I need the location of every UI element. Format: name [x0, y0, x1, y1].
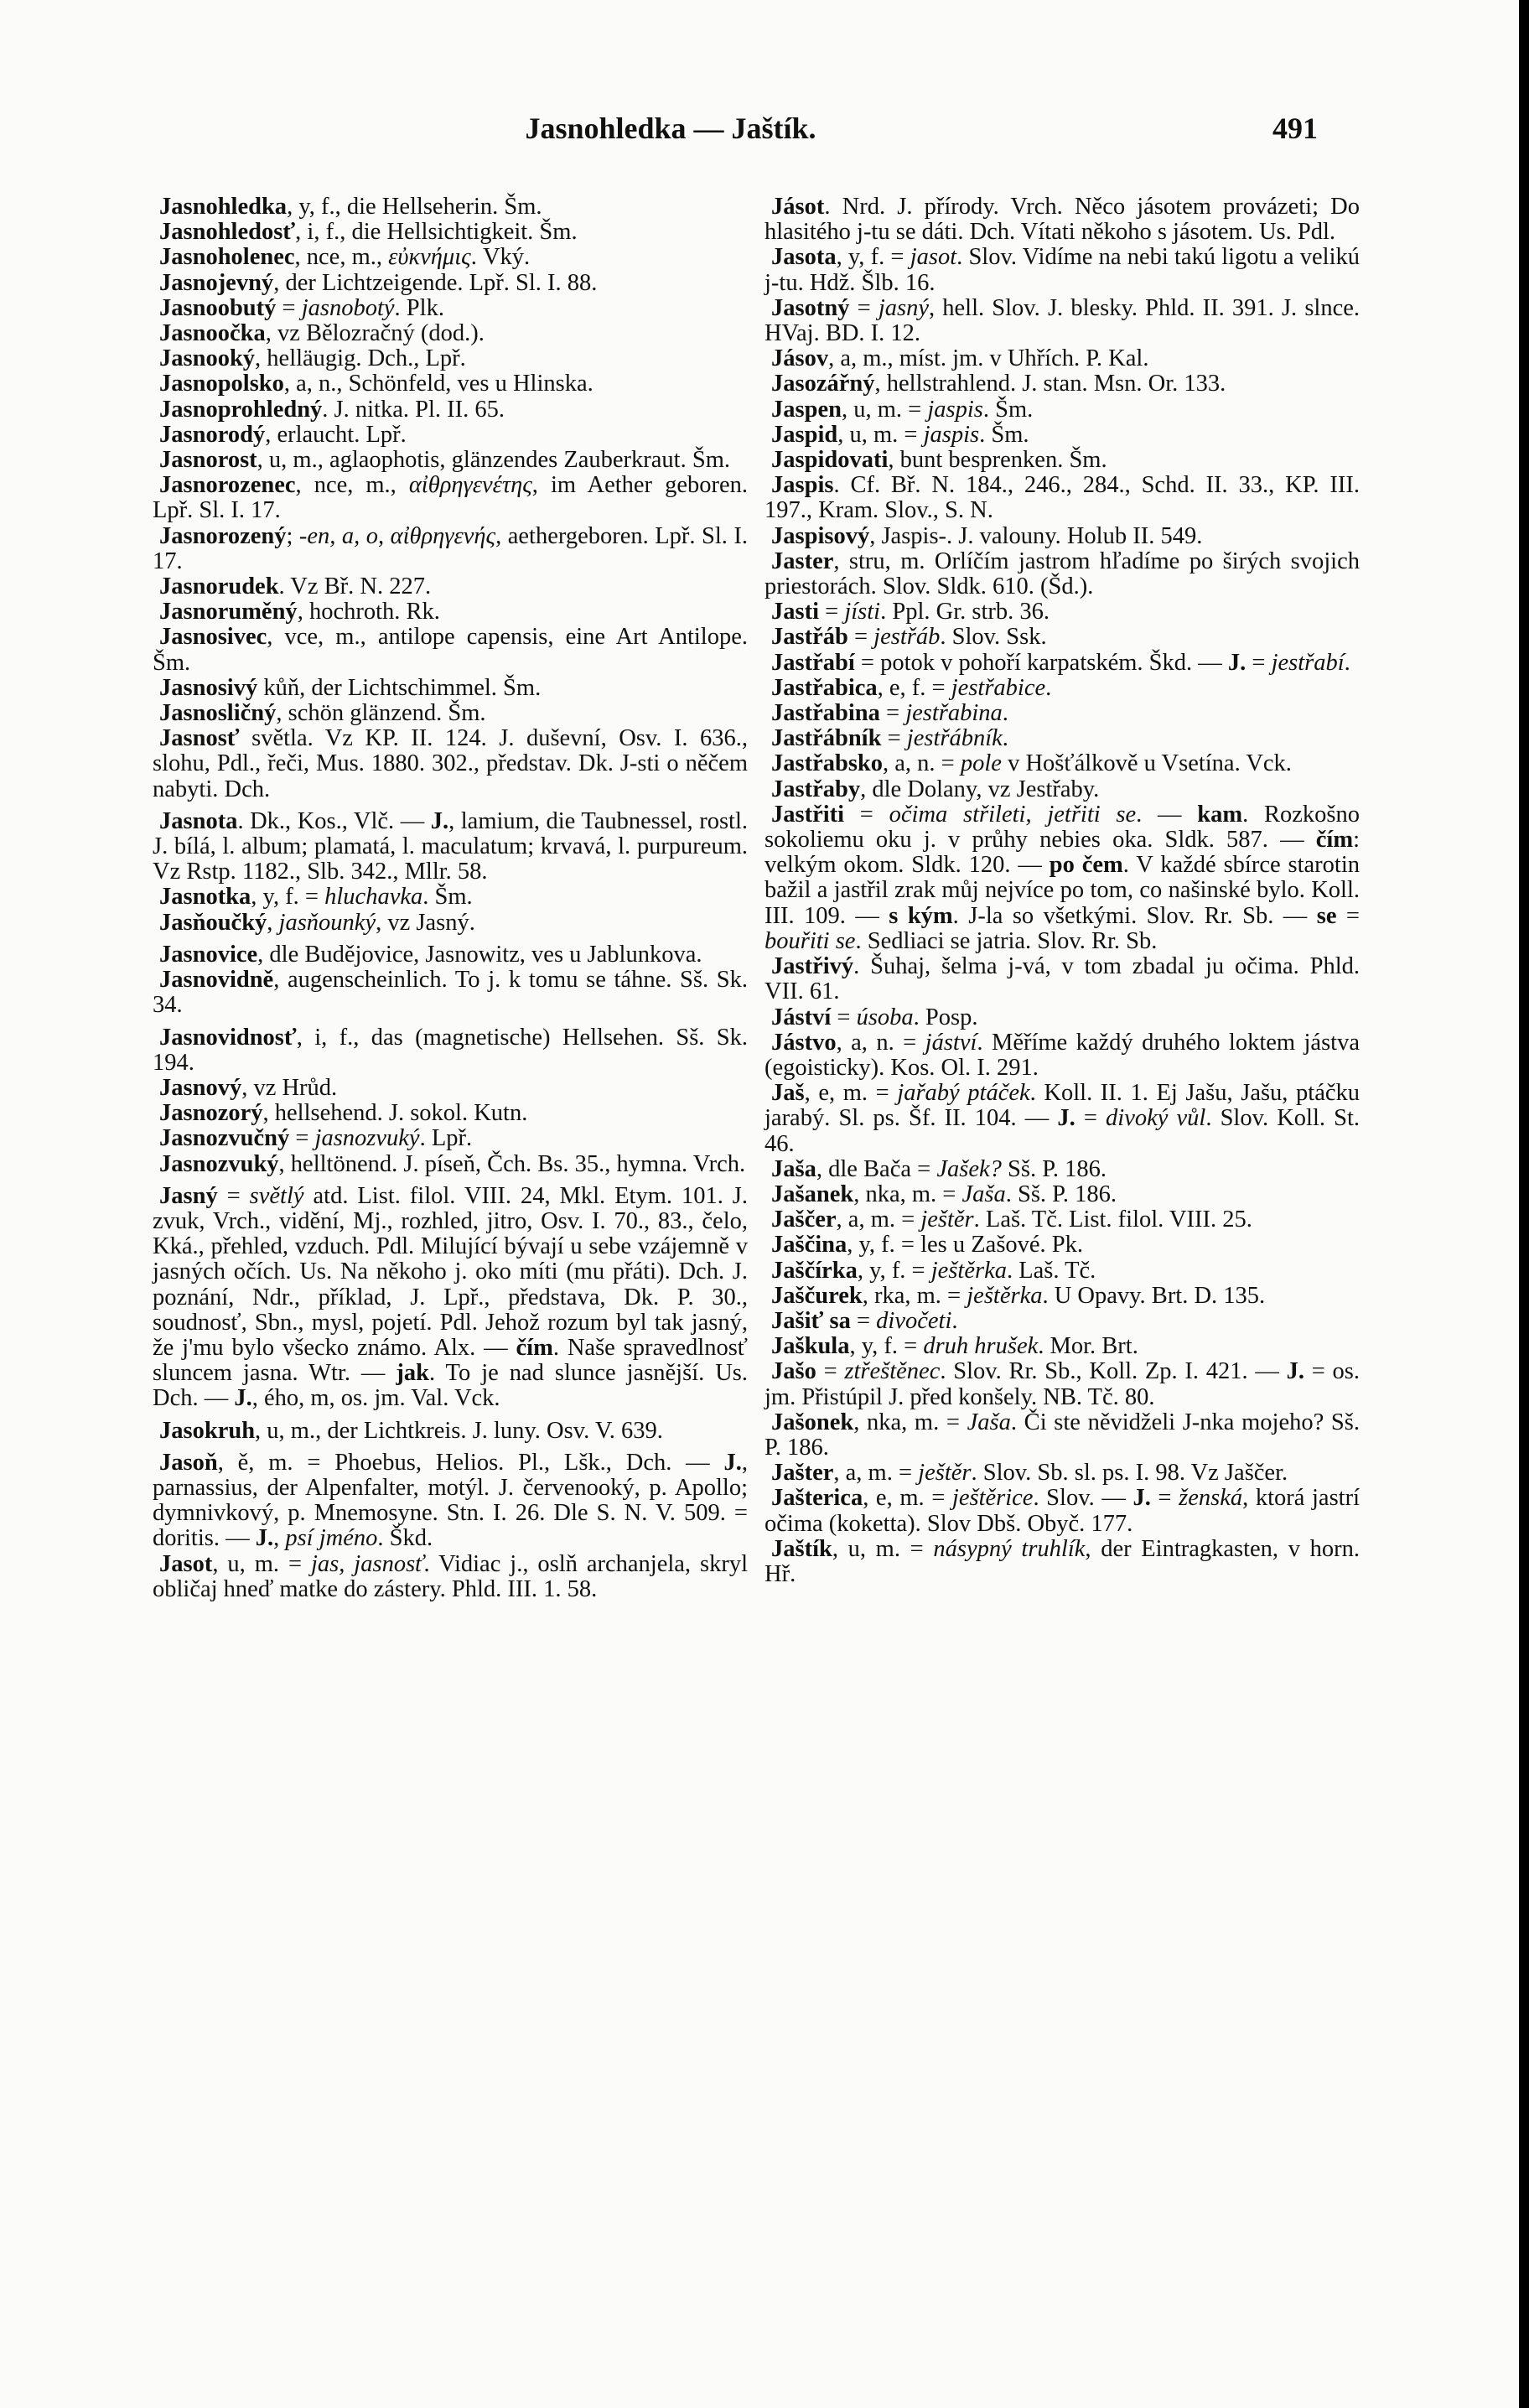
dictionary-entry: Jastřaby, dle Dolany, vz Jestřaby.: [771, 776, 1100, 802]
dictionary-entry: Jastřabí = potok v pohoří karpatském. Škd. — J. = jestřabí.: [771, 649, 1350, 676]
dictionary-entry: Jaspis. Cf. Bř. N. 184., 246., 284., Schd. II. 33., KP. III. 197., Kram. Slov., S. N.: [764, 472, 1360, 524]
dictionary-entry: Jaškula, y, f. = druh hrušek. Mor. Brt.: [771, 1333, 1138, 1360]
dictionary-entry: Jasnovidnosť, i, f., das (magnetische) Hellsehen. Sš. Sk. 194.: [153, 1024, 748, 1076]
dictionary-entry: Jasnopolsko, a, n., Schönfeld, ves u Hlinska.: [159, 371, 593, 397]
dictionary-entry: Jašo = ztřeštěnec. Slov. Rr. Sb., Koll. Zp. I. 421. — J. = os. jm. Přistúpil J. před konšely. NB. Tč. 80.: [764, 1358, 1360, 1410]
dictionary-entry: Jasokruh, u, m., der Lichtkreis. J. luny. Osv. V. 639.: [159, 1417, 663, 1444]
dictionary-entry: Jasotný = jasný, hell. Slov. J. blesky. Phld. II. 391. J. slnce. HVaj. BD. I. 12.: [764, 294, 1361, 347]
dictionary-entry: Jaspidovati, bunt besprenken. Šm.: [771, 447, 1107, 474]
dictionary-entry: Jasnoholenec, nce, m., εὐκνήμις. Vký.: [159, 244, 531, 271]
dictionary-entry: Jáství = úsoba. Posp.: [771, 1004, 978, 1030]
dictionary-entry: Jaspisový, Jaspis-. J. valouny. Holub II. 549.: [771, 522, 1203, 549]
dictionary-entry: Jasnosivec, vce, m., antilope capensis, eine Art Antilope. Šm.: [153, 624, 748, 676]
dictionary-entry: Jastřábník = jestřábník.: [771, 725, 1008, 752]
dictionary-entry: Jasnosličný, schön glänzend. Šm.: [159, 700, 486, 727]
left-column: [153, 195, 748, 1602]
dictionary-entry: Jasnojevný, der Lichtzeigende. Lpř. Sl. I. 88.: [159, 269, 598, 296]
dictionary-entry: Jasot, u, m. = jas, jasnosť. Vidiac j., oslň archanjela, skryl obličaj hneď matke do zástery. Phld. III. 1. 58.: [153, 1550, 748, 1602]
dictionary-entry: Jaščer, a, m. = ještěr. Laš. Tč. List. filol. VIII. 25.: [771, 1207, 1252, 1233]
dictionary-entry: Jasnohledka, y, f., die Hellseherin. Šm.: [159, 194, 542, 220]
dictionary-entry: Jasnozvuký, helltönend. J. píseň, Čch. Bs. 35., hymna. Vrch.: [159, 1150, 746, 1177]
dictionary-entry: Jasnovice, dle Budějovice, Jasnowitz, ves u Jablunkova.: [159, 941, 702, 968]
dictionary-entry: Jastřabina = jestřabina.: [771, 700, 1008, 727]
dictionary-entry: Jasnozorý, hellsehend. J. sokol. Kutn.: [159, 1100, 528, 1127]
dictionary-entry: Jaspid, u, m. = jaspis. Šm.: [771, 421, 1029, 448]
dictionary-entry: Jašter, a, m. = ještěr. Slov. Sb. sl. ps. I. 98. Vz Jaščer.: [771, 1460, 1288, 1487]
dictionary-entry: Jasnorudek. Vz Bř. N. 227.: [159, 573, 432, 600]
dictionary-entry: Jašonek, nka, m. = Jaša. Či ste něvidželi J-nka mojeho? Sš. P. 186.: [764, 1409, 1360, 1461]
dictionary-entry: Jastřabsko, a, n. = pole v Hošťálkově u Vsetína. Vck.: [771, 750, 1292, 777]
dictionary-entry: Jasti = jísti. Ppl. Gr. strb. 36.: [771, 599, 1050, 625]
dictionary-entry: Jasozářný, hellstrahlend. J. stan. Msn. Or. 133.: [771, 371, 1226, 397]
dictionary-entry: Jastřáb = jestřáb. Slov. Ssk.: [771, 624, 1047, 651]
dictionary-entry: Jasnosivý kůň, der Lichtschimmel. Šm.: [159, 674, 542, 701]
page-number: 491: [1272, 112, 1318, 145]
dictionary-entry: Jastřivý. Šuhaj, šelma j-vá, v tom zbadal ju očima. Phld. VII. 61.: [764, 953, 1360, 1005]
dictionary-entry: Jasnoočka, vz Bělozračný (dod.).: [159, 320, 485, 347]
dictionary-entry: Jasnooký, helläugig. Dch., Lpř.: [159, 345, 466, 372]
dictionary-entry: Jasnota. Dk., Kos., Vlč. — J., lamium, die Taubnessel, rostl. J. bílá, l. album; plamatá, l. maculatum; krvavá, l. purpureum. Vz Rstp. 1182., Slb. 342., Mllr. 58.: [153, 807, 748, 885]
dictionary-entry: Jasný = světlý atd. List. filol. VIII. 24, Mkl. Etym. 101. J. zvuk, Vrch., vidění, Mj., rozhled, jitro, Osv. I. 70., 83., čelo, Kká., přehled, vzduch. Pdl. Milující bývají u sebe vzájemně v jasných očích. Us. Na někoho j. oko míti (mu přáti). Dch. J. poznání, Ndr., příklad, J. Lpř., představa, Dk. P. 30., soudnosť, Sbn., mysl, pojetí. Pdl. Jehož rozum byl tak jasný, že j'mu bylo všecko známo. Alx. — čím. Naše spravedlnosť sluncem jasna. Wtr. — jak. To je nad slunce jasnější. Us. Dch. — J., ého, m, os. jm. Val. Vck.: [153, 1182, 749, 1412]
dictionary-entry: Jástvo, a, n. = jáství. Měříme každý druhého loktem jástva (egoisticky). Kos. Ol. I. 291.: [764, 1029, 1360, 1081]
dictionary-entry: Jasnozvučný = jasnozvuký. Lpř.: [159, 1125, 473, 1152]
dictionary-entry: Jaša, dle Bača = Jašek? Sš. P. 186.: [771, 1155, 1107, 1182]
dictionary-entry: Jasnorozenec, nce, m., αἰθρηγενέτης, im Aether geboren. Lpř. Sl. I. 17.: [153, 472, 748, 524]
dictionary-entry: Jasnotka, y, f. = hluchavka. Šm.: [159, 884, 473, 911]
dictionary-entry: Jaščírka, y, f. = ještěrka. Laš. Tč.: [771, 1257, 1096, 1284]
dictionary-entry: Jasota, y, f. = jasot. Slov. Vidíme na nebi takú ligotu a velikú j-tu. Hdž. Šlb. 16.: [764, 244, 1360, 296]
dictionary-entry: Jasnohledosť, i, f., die Hellsichtigkeit. Šm.: [159, 219, 578, 246]
dictionary-entry: Jasnovidně, augenscheinlich. To j. k tomu se táhne. Sš. Sk. 34.: [153, 967, 748, 1019]
dictionary-entry: Jasnoprohledný. J. nitka. Pl. II. 65.: [159, 396, 505, 423]
dictionary-entry: Jastřiti = očima střileti, jetřiti se. — kam. Rozkošno sokoliemu oku j. v průhy nebies oka. Sldk. 587. — čím: velkým okom. Sldk. 120. — po čem. V každé sbírce starotin bažil a jastřil zrak můj nejvíce po tom, co našinské bylo. Koll. III. 109. — s kým. J-la so všetkými. Slov. Rr. Sb. — se = bouřiti se. Sedliaci se jatria. Slov. Rr. Sb.: [764, 801, 1360, 954]
dictionary-entry: Jasnorozený; -en, a, o, αἰθρηγενής, aethergeboren. Lpř. Sl. I. 17.: [153, 522, 748, 574]
dictionary-entry: Jásov, a, m., míst. jm. v Uhřích. P. Kal.: [771, 345, 1149, 372]
dictionary-entry: Jásot. Nrd. J. přírody. Vrch. Něco jásotem provázeti; Do hlasitého j-tu se dáti. Dch. Vítati někoho s jásotem. Us. Pdl.: [764, 194, 1360, 246]
page-header: [0, 111, 1519, 153]
dictionary-entry: Jašanek, nka, m. = Jaša. Sš. P. 186.: [771, 1181, 1117, 1207]
dictionary-entry: Jaščina, y, f. = les u Zašové. Pk.: [771, 1232, 1084, 1258]
right-column: [764, 195, 1360, 1587]
dictionary-entry: Jastřabica, e, f. = jestřabice.: [771, 674, 1052, 701]
dictionary-entry: Jasnorost, u, m., aglaophotis, glänzendes Zauberkraut. Šm.: [159, 447, 730, 474]
dictionary-entry: Jaster, stru, m. Orlíčím jastrom hľadíme po širých svojich priestorách. Slov. Sldk. 610. (Šd.).: [764, 548, 1360, 600]
dictionary-entry: Jasoň, ě, m. = Phoebus, Helios. Pl., Lšk., Dch. — J., parnassius, der Alpenfalter, motýl. J. červenooký, p. Apollo; dymnivkový, p. Mnemosyne. Stn. I. 26. Dle S. N. V. 509. = doritis. — J., psí jméno. Škd.: [153, 1449, 748, 1552]
dictionary-entry: Jaspen, u, m. = jaspis. Šm.: [771, 396, 1034, 423]
dictionary-entry: Jasnosť světla. Vz KP. II. 124. J. duševní, Osv. I. 636., slohu, Pdl., řeči, Mus. 1880. 302., představ. Dk. J-sti o něčem nabyti. Dch.: [153, 725, 748, 802]
dictionary-entry: Jasňoučký, jasňounký, vz Jasný.: [159, 909, 475, 936]
running-title: Jasnohledka — Jaštík.: [525, 112, 816, 145]
dictionary-entry: Jaščurek, rka, m. = ještěrka. U Opavy. Brt. D. 135.: [771, 1282, 1266, 1309]
dictionary-entry: Jašterica, e, m. = ještěrice. Slov. — J. = ženská, ktorá jastrí očima (koketta). Slov Dbš. Obyč. 177.: [764, 1485, 1360, 1537]
dictionary-entry: Jasnorodý, erlaucht. Lpř.: [159, 421, 407, 448]
dictionary-entry: Jasnový, vz Hrůd.: [159, 1074, 338, 1101]
dictionary-entry: Jašiť sa = divočeti.: [771, 1307, 958, 1334]
dictionary-entry: Jaštík, u, m. = násypný truhlík, der Eintragkasten, v horn. Hř.: [764, 1535, 1360, 1587]
dictionary-entry: Jasnoruměný, hochroth. Rk.: [159, 599, 440, 625]
dictionary-entry: Jaš, e, m. = jařabý ptáček. Koll. II. 1. Ej Jašu, Jašu, ptáčku jarabý. Sl. ps. Šf. II. 104. — J. = divoký vůl. Slov. Koll. St. 46.: [764, 1080, 1361, 1157]
dictionary-entry: Jasnoobutý = jasnobotý. Plk.: [159, 294, 444, 321]
